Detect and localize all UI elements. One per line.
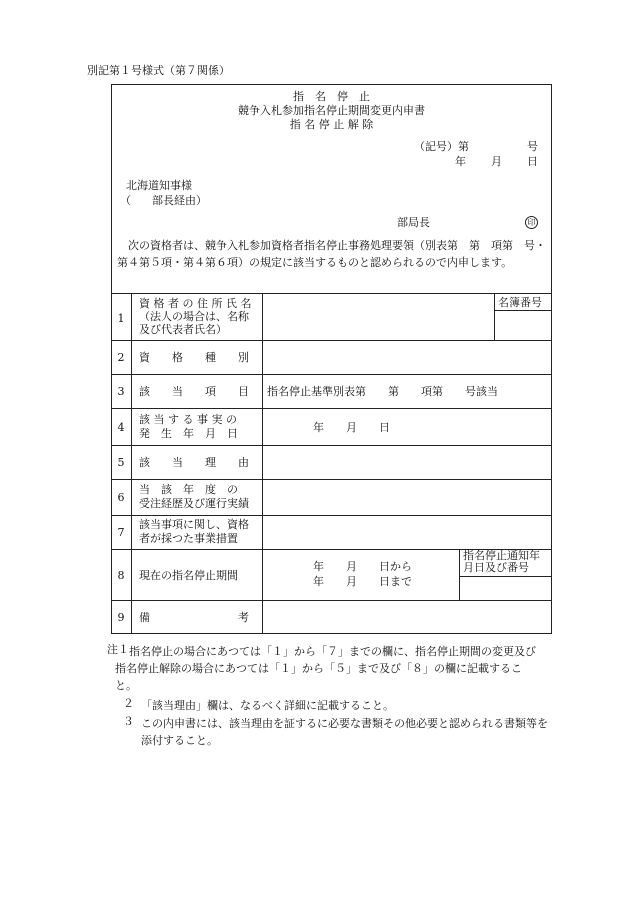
row-line-1 xyxy=(111,340,552,341)
row-number-3: 3 xyxy=(117,385,125,398)
notice-header: 指名停止通知年 月日及び番号 xyxy=(463,549,540,574)
row-label-9: 備 考 xyxy=(139,611,249,624)
notice-box-divider xyxy=(459,576,552,577)
row-label-4: 該 当 す る 事 実 の 発 生 年 月 日 xyxy=(139,413,238,440)
row-number-9: 9 xyxy=(117,611,125,624)
row-number-7: 7 xyxy=(117,526,125,539)
date-year: 年 xyxy=(455,155,466,168)
title-line-1: 指 名 停 止 xyxy=(293,90,370,103)
row-value-8-from: 年 月 日から xyxy=(313,560,412,573)
registry-number-header: 名簿番号 xyxy=(498,296,542,309)
row-value-8-to: 年 月 日まで xyxy=(313,575,412,588)
row-line-4 xyxy=(111,445,552,446)
title-line-3: 指 名 停 止 解 除 xyxy=(289,118,374,131)
note-text-2: 「該当理由」欄は、なるべく詳細に記載すること。 xyxy=(141,699,394,712)
notice-box-line xyxy=(459,549,460,600)
row-line-5 xyxy=(111,479,552,480)
director-label: 部局長 xyxy=(397,216,430,229)
label-column-line xyxy=(262,293,263,633)
row-number-4: 4 xyxy=(117,421,125,434)
row-number-5: 5 xyxy=(117,456,125,469)
row-label-2: 資 格 種 別 xyxy=(139,351,249,364)
row-number-2: 2 xyxy=(117,351,125,364)
row-value-3: 指名停止基準別表第 第 項第 号該当 xyxy=(267,385,498,398)
title-line-2: 競争入札参加指名停止期間変更内申書 xyxy=(238,104,425,117)
director-seal xyxy=(525,215,538,229)
row-line-8 xyxy=(111,600,552,601)
row-number-8: 8 xyxy=(117,569,125,582)
note-mark-2: ２ xyxy=(123,697,134,710)
note-mark-3: ３ xyxy=(123,715,134,728)
addressee-via: 部長経由） xyxy=(152,194,207,207)
row-label-5: 該 当 理 由 xyxy=(139,456,249,469)
registry-box-divider xyxy=(494,310,552,311)
form-label: 別記第１号様式（第７関係） xyxy=(87,64,230,77)
table-top-line xyxy=(111,293,552,294)
date-day: 日 xyxy=(527,155,538,168)
intro-paragraph: 次の資格者は、競争入札参加資格者指名停止事務処理要領（別表第 第 項第 号・第４第５項・第４第６項）の規定に該当するものと認められるので内申します。 xyxy=(117,239,546,269)
addressee-via-open: （ xyxy=(120,194,131,207)
row-line-3 xyxy=(111,408,552,409)
row-label-8: 現在の指名停止期間 xyxy=(139,569,238,582)
addressee-governor: 北海道知事様 xyxy=(126,179,192,192)
registry-box-line xyxy=(494,293,495,340)
note-text-1: 指名停止の場合にあつては「１」から「７」までの欄に、指名停止期間の変更及び指名停止解除の場合にあつては「１」から「５」まで及び「８」の欄に記載すること。 xyxy=(115,645,536,692)
row-line-6 xyxy=(111,515,552,516)
seal-mark: 印 xyxy=(525,216,538,229)
note-mark-1: 注１ xyxy=(107,643,129,656)
date-month: 月 xyxy=(491,155,502,168)
row-line-2 xyxy=(111,374,552,375)
row-label-7: 該当事項に関し、資格 者が採つた事業措置 xyxy=(139,518,249,545)
row-number-1: 1 xyxy=(117,312,125,325)
document-number-label: （記号）第 xyxy=(414,140,469,153)
document-number-suffix: 号 xyxy=(527,140,538,153)
row-label-6: 当 該 年 度 の 受注経歴及び運行実績 xyxy=(139,483,249,510)
row-label-1: 資 格 者 の 住 所 氏 名 （法人の場合は、名称 及び代表者氏名） xyxy=(139,297,252,336)
number-column-line xyxy=(131,293,132,633)
row-label-3: 該 当 項 目 xyxy=(139,385,249,398)
note-text-3: この内申書には、該当理由を証するに必要な書類その他必要と認められる書類等を添付すること。 xyxy=(141,717,548,747)
row-value-4: 年 月 日 xyxy=(313,421,390,434)
row-number-6: 6 xyxy=(117,491,125,504)
